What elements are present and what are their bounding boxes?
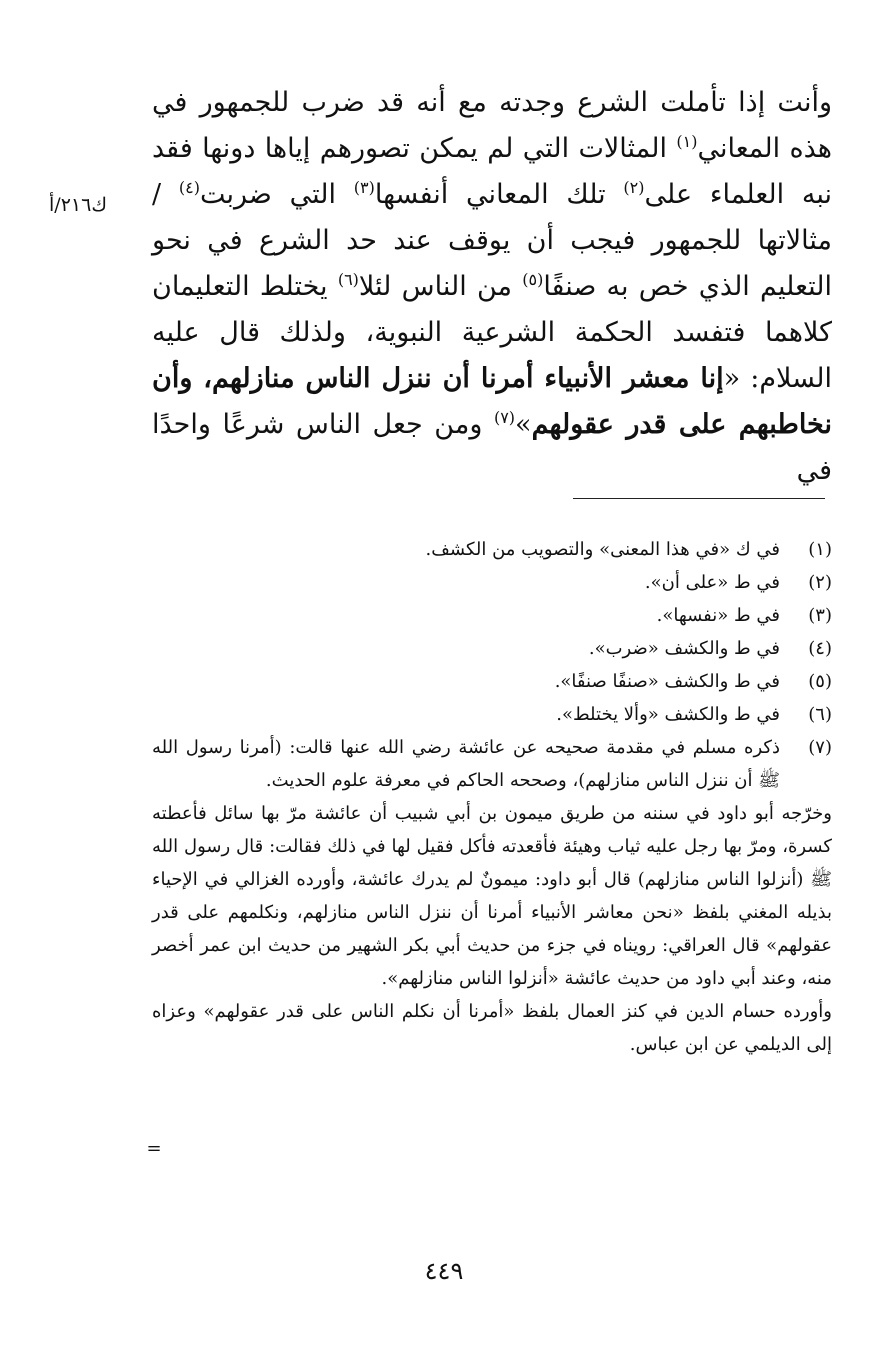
footnote-ref-6: (٦) <box>337 270 359 289</box>
footnotes-block <box>152 533 832 1061</box>
hadith-quote: إنا معشر الأنبياء أمرنا أن ننزل الناس منازلهم، وأن نخاطبهم على قدر عقولهم <box>152 363 833 440</box>
footnote-paragraph: ذكره مسلم في مقدمة صحيحه عن عائشة رضي الله عنها قالت: (أمرنا رسول الله ﷺ أن ننزل الناس منازلهم)، وصححه الحاكم في معرفة علوم الحديث. <box>152 737 780 791</box>
main-text-segment: ومن جعل الناس شرعًا واحدًا في <box>152 409 832 486</box>
main-text-segment: » <box>515 409 532 440</box>
main-text-segment: من الناس لئلا <box>358 271 523 302</box>
footnote-item <box>152 632 832 665</box>
footnote-item <box>152 533 832 566</box>
footnote-ref-3: (٣) <box>353 178 375 197</box>
footnote-number: (٦) <box>808 704 832 725</box>
footnote-ref-5: (٥) <box>522 270 544 289</box>
footnote-text: في ط والكشف «ضرب». <box>588 638 780 659</box>
footnote-ref-1: (١) <box>676 132 698 151</box>
page-number: ٤٤٩ <box>424 1257 464 1285</box>
footnote-text: في ط والكشف «وألا يختلط». <box>556 704 780 725</box>
footnote-item <box>152 698 832 731</box>
footnote-text: في ط والكشف «صنفًا صنفًا». <box>554 671 780 692</box>
footnote-item-7 <box>152 731 832 797</box>
footnote-number: (٢) <box>808 572 832 593</box>
footnote-paragraph: وخرّجه أبو داود في سننه من طريق ميمون بن أبي شبيب أن عائشة مرّ بها سائل فأعطته كسرة، ومرّ بها رجل عليه ثياب وهيئة فأقعدته فأكل فقيل لها في ذلك فقالت: قال رسول الله ﷺ (أنزلوا الناس منازلهم) قال أبو داود: ميمونٌ لم يدرك عائشة، وأورده الغزالي في الإحياء بذيله المغني بلفظ «نحن معاشر الأنبياء أمرنا أن ننزل الناس منازلهم، ونكلمهم على قدر عقولهم» قال العراقي: رويناه في جزء من حديث أبي بكر الشهير من حديث ابن عمر أخصر منه، وعند أبي داود من حديث عائشة «أنزلوا الناس منازلهم». <box>152 803 832 989</box>
footnote-number: (٤) <box>808 638 832 659</box>
footnote-ref-7: (٧) <box>493 408 516 427</box>
footnote-number: (٥) <box>808 671 832 692</box>
manuscript-folio-note: ك٢١٦/أ <box>49 194 107 216</box>
footnote-text: في ك «في هذا المعنى» والتصويب من الكشف. <box>425 539 780 560</box>
footnote-number: (١) <box>808 539 832 560</box>
main-text-segment: / مثالاتها للجمهور فيجب أن يوقف عند حد الشرع في نحو التعليم الذي خص به صنفًا <box>152 179 833 302</box>
footnote-number: (٣) <box>808 605 832 626</box>
main-text-segment: يختلط التعليمان كلاهما فتفسد الحكمة الشرعية النبوية، ولذلك قال عليه السلام: « <box>152 271 832 394</box>
footnote-paragraph: وأورده حسام الدين في كنز العمال بلفظ «أمرنا أن نكلم الناس على قدر عقولهم» وعزاه إلى الديلمي عن ابن عباس. <box>152 1001 832 1055</box>
main-text-segment: التي ضربت <box>199 179 354 210</box>
footnote-ref-2: (٢) <box>623 178 645 197</box>
footnote-text: في ط «على أن». <box>644 572 780 593</box>
footnote-number: (٧) <box>808 737 832 758</box>
footnote-item <box>152 665 832 698</box>
footnote-item <box>152 566 832 599</box>
main-text-block <box>152 80 832 494</box>
footnote-item <box>152 599 832 632</box>
footnote-text: في ط «نفسها». <box>656 605 780 626</box>
footnote-ref-4: (٤) <box>178 178 200 197</box>
footnote-separator <box>573 498 825 499</box>
main-text-segment: وأنت إذا تأملت الشرع وجدته مع أنه قد ضرب للجمهور في هذه المعاني <box>152 87 833 164</box>
main-text-segment: تلك المعاني أنفسها <box>374 179 624 210</box>
continuation-mark: = <box>146 1138 162 1159</box>
main-text-segment: المثالات التي لم يمكن تصورهم إياها دونها فقد نبه العلماء على <box>152 133 832 210</box>
